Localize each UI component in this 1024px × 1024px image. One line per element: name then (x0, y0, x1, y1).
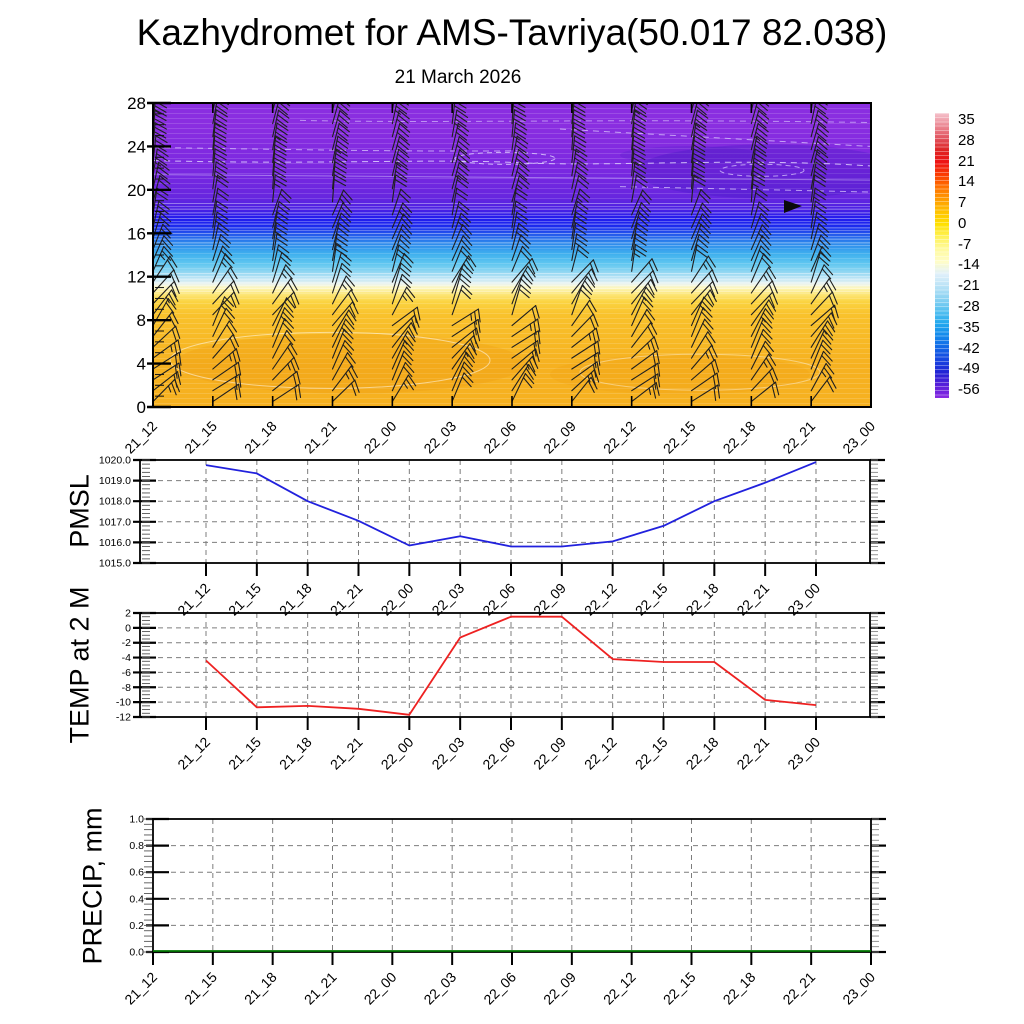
time-label: 22_21 (779, 968, 819, 1008)
time-label: 22_09 (540, 417, 579, 457)
colorbar-tick-label: -14 (958, 256, 980, 274)
time-label: 22_06 (480, 417, 520, 457)
time-label: 23_00 (839, 417, 879, 457)
temp-at-m-panel (116, 608, 885, 773)
y-tick-label: 8 (136, 311, 146, 331)
time-label: 22_09 (530, 579, 569, 619)
time-label: 21_15 (181, 968, 220, 1008)
y-tick-label: 12 (127, 267, 146, 287)
y-tick-label: -6 (121, 666, 131, 679)
time-label: 21_18 (275, 733, 315, 773)
date-subtitle: 21 March 2026 (394, 67, 522, 88)
time-label: 22_15 (631, 733, 671, 773)
time-label: 22_18 (719, 968, 759, 1008)
time-label: 21_12 (121, 417, 161, 457)
time-label: 22_00 (360, 417, 400, 457)
time-label: 23_00 (839, 968, 879, 1008)
colorbar-tick-label: 14 (958, 173, 975, 191)
time-label: 21_12 (174, 733, 214, 773)
time-label: 21_21 (326, 579, 366, 619)
time-label: 21_15 (225, 579, 264, 619)
time-label: 21_12 (174, 579, 214, 619)
y-tick-label: 1018.0 (98, 495, 131, 508)
time-label: 22_06 (480, 968, 520, 1008)
time-label: 22_18 (682, 733, 722, 773)
y-tick-label: 2 (125, 607, 131, 620)
time-label: 22_18 (719, 417, 759, 457)
time-label: 23_00 (784, 579, 824, 619)
colorbar-tick-label: 21 (958, 152, 975, 170)
y-tick-label: 28 (127, 94, 146, 113)
pmsl-axis-title: PMSL (64, 474, 95, 548)
time-label: 22_03 (428, 579, 468, 619)
colorbar-tick-label: -35 (958, 318, 980, 336)
time-label: 21_21 (300, 417, 340, 457)
time-label: 22_06 (479, 579, 519, 619)
panel-frame (140, 460, 870, 563)
time-label: 21_15 (225, 733, 264, 773)
time-label: 21_18 (240, 968, 280, 1008)
y-tick-label: 20 (127, 180, 146, 200)
y-tick-label: 0.2 (129, 919, 144, 932)
contour-line (300, 120, 871, 122)
time-label: 22_12 (599, 417, 639, 457)
colorbar-tick-label: -21 (958, 277, 980, 295)
y-tick-label: 1017.0 (98, 516, 131, 529)
time-label: 21_21 (326, 733, 366, 773)
time-label: 22_15 (631, 579, 671, 619)
y-tick-label: 4 (136, 354, 146, 374)
time-label: 22_03 (420, 417, 460, 457)
time-label: 22_00 (377, 579, 417, 619)
y-tick-label: -2 (121, 637, 131, 650)
time-label: 22_06 (479, 733, 519, 773)
time-label: 22_00 (360, 968, 400, 1008)
time-label: 22_21 (733, 733, 773, 773)
time-label: 21_21 (300, 968, 340, 1008)
y-tick-label: 0.8 (129, 840, 144, 853)
y-tick-label: 1019.0 (98, 475, 131, 488)
time-label: 22_21 (733, 579, 773, 619)
time-label: 21_18 (275, 579, 315, 619)
colorbar-tick-label: -28 (958, 297, 980, 315)
time-label: 22_03 (420, 968, 460, 1008)
y-tick-label: 0 (125, 622, 131, 635)
colorbar-tick-label: -7 (958, 235, 972, 253)
y-tick-label: 0 (136, 398, 146, 417)
y-tick-label: 1.0 (129, 813, 144, 826)
y-tick-label: 1016.0 (98, 536, 131, 549)
y-tick-label: 0.0 (129, 946, 144, 959)
y-tick-label: 16 (127, 224, 146, 244)
time-label: 22_12 (580, 579, 620, 619)
time-label: 22_15 (659, 417, 699, 457)
contour-annotations (153, 120, 905, 394)
time-label: 22_03 (428, 733, 468, 773)
y-tick-label: -4 (121, 652, 131, 665)
colorbar-tick-label: 0 (958, 214, 967, 232)
y-tick-label: -10 (115, 696, 131, 709)
time-label: 22_15 (659, 968, 699, 1008)
temp-axis-title: TEMP at 2 M (64, 586, 95, 744)
y-tick-label: 24 (127, 137, 146, 157)
precip-mm-panel (121, 814, 886, 1008)
colorbar-tick-label: 7 (958, 194, 967, 212)
time-label: 22_00 (377, 733, 417, 773)
time-label: 21_15 (181, 417, 220, 457)
page-title: Kazhydromet for AMS-Tavriya(50.017 82.038) (136, 12, 888, 53)
colorbar-tick-label: -42 (958, 339, 980, 357)
time-label: 21_12 (121, 968, 161, 1008)
contour-line (560, 129, 871, 146)
precip-axis-title: PRECIP, mm (77, 807, 108, 965)
y-tick-label: -12 (115, 711, 131, 724)
y-tick-label: -8 (121, 681, 131, 694)
pmsl-panel (99, 455, 885, 619)
time-label: 22_21 (779, 417, 819, 457)
time-label: 22_09 (540, 968, 579, 1008)
wind-pennant-flag (784, 200, 802, 213)
colorbar-tick-label: 35 (958, 111, 975, 128)
time-label: 22_12 (580, 733, 620, 773)
time-label: 21_18 (240, 417, 280, 457)
time-label: 22_09 (530, 733, 569, 773)
colorbar-tick-label: -56 (958, 381, 980, 398)
colorbar-tick-label: -49 (958, 360, 980, 378)
y-tick-label: 1015.0 (98, 557, 131, 570)
y-tick-label: 1020.0 (98, 454, 131, 467)
y-tick-label: 0.4 (129, 893, 144, 906)
time-label: 23_00 (784, 733, 824, 773)
colorbar-tick-label: 28 (958, 131, 975, 149)
y-tick-label: 0.6 (129, 866, 144, 879)
time-label: 22_18 (682, 579, 722, 619)
time-label: 22_12 (599, 968, 639, 1008)
